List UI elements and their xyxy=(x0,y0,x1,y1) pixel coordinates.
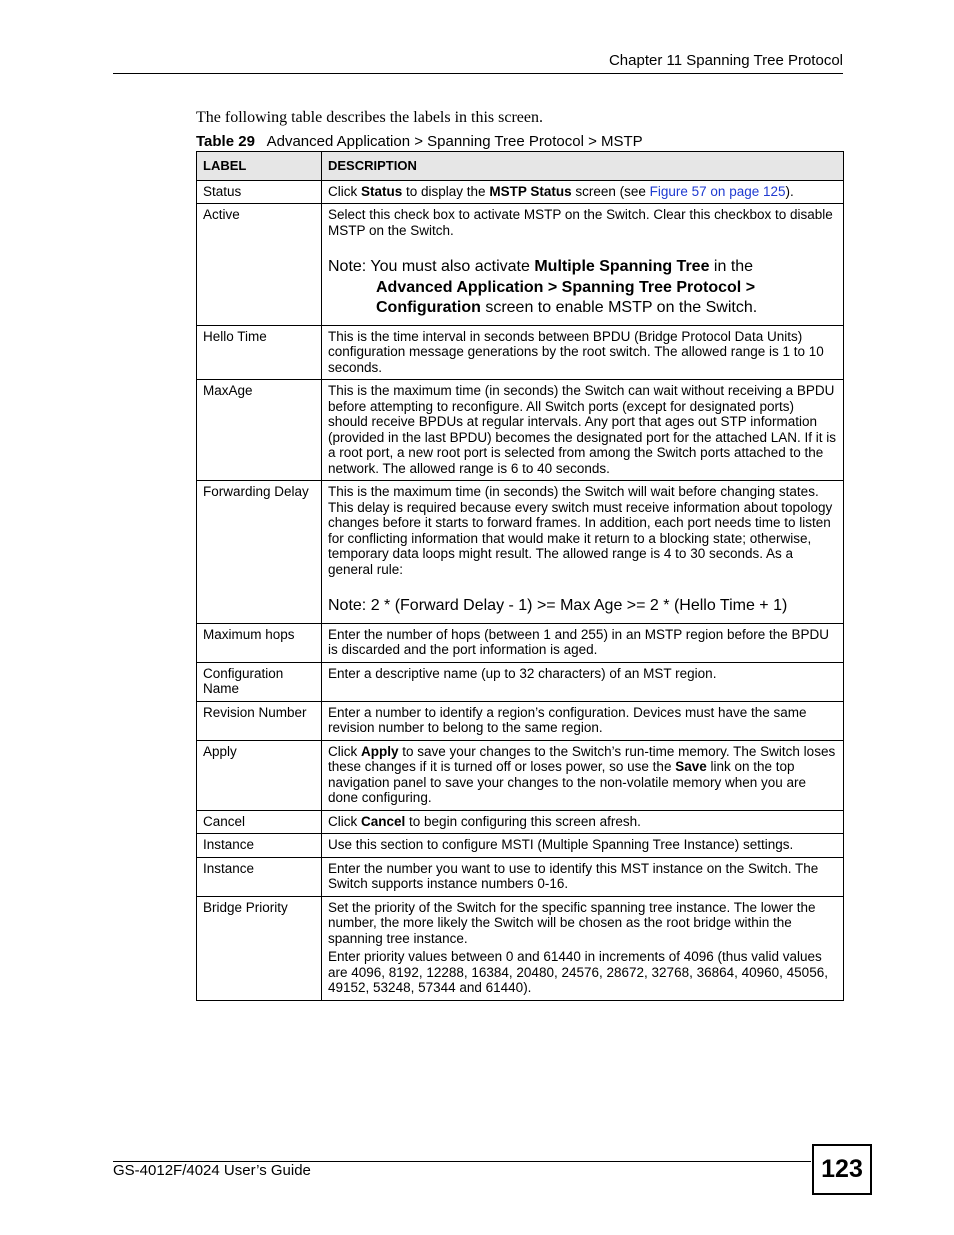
chapter-header: Chapter 11 Spanning Tree Protocol xyxy=(608,52,843,69)
row-description: Click Cancel to begin configuring this screen afresh. xyxy=(322,810,844,834)
label-column-header: LABEL xyxy=(197,152,322,181)
active-description: Select this check box to activate MSTP on the Switch. Clear this checkbox to disable MSTP on the Switch. xyxy=(328,207,833,238)
mstp-status-term: MSTP Status xyxy=(489,183,572,199)
footer-title: GS-4012F/4024 User’s Guide xyxy=(113,1162,311,1179)
row-description: Click Status to display the MSTP Status screen (see Figure 57 on page 125). xyxy=(322,180,844,204)
row-label: Hello Time xyxy=(197,325,322,380)
description-table xyxy=(196,151,844,1001)
table-row-maximum-hops xyxy=(197,623,844,662)
page-number: 123 xyxy=(812,1144,872,1195)
table-caption-text: Advanced Application > Spanning Tree Protocol > MSTP xyxy=(266,133,643,150)
row-label: Instance xyxy=(197,857,322,896)
active-note: Note: You must also activate Multiple Spanning Tree in the Advanced Application > Spanning Tree Protocol > Configuration screen to enable MSTP on the Switch. xyxy=(328,258,758,316)
table-caption xyxy=(196,132,643,151)
table-row-active xyxy=(197,204,844,326)
row-label: Cancel xyxy=(197,810,322,834)
table-row-apply xyxy=(197,740,844,810)
row-label: Bridge Priority xyxy=(197,896,322,1000)
table-row-hello-time xyxy=(197,325,844,380)
row-label: Forwarding Delay xyxy=(197,481,322,624)
row-description: This is the maximum time (in seconds) the Switch can wait without receiving a BPDU before attempting to reconfigure. All Switch ports (except for designated ports) should receive BPDUs at regular intervals. Any port that ages out STP information (provided in the last BPDU) becomes the designated port for the attached LAN. If it is a root port, a new root port is selected from among the Switch ports attached to the network. The allowed range is 6 to 40 seconds. xyxy=(322,380,844,481)
header-rule xyxy=(113,73,843,74)
row-description: Enter the number of hops (between 1 and 255) in an MSTP region before the BPDU is discarded and the port information is aged. xyxy=(322,623,844,662)
row-label: Configuration Name xyxy=(197,662,322,701)
row-label: Active xyxy=(197,204,322,326)
row-description: Enter the number you want to use to identify this MST instance on the Switch. The Switch supports instance numbers 0-16. xyxy=(322,857,844,896)
status-term: Status xyxy=(361,183,403,199)
figure-57-link[interactable]: Figure 57 on page 125 xyxy=(649,183,786,199)
table-caption-label: Table 29 xyxy=(196,133,255,150)
table-row-maxage xyxy=(197,380,844,481)
row-description: This is the time interval in seconds between BPDU (Bridge Protocol Data Units) configuration message generations by the root switch. The allowed range is 1 to 10 seconds. xyxy=(322,325,844,380)
table-row-bridge-priority xyxy=(197,896,844,1000)
table-row-status xyxy=(197,180,844,204)
row-description: Click Apply to save your changes to the Switch’s run-time memory. The Switch loses these changes if it is turned off or loses power, so use the Save link on the top navigation panel to save your changes to the non-volatile memory when you are done configuring. xyxy=(322,740,844,810)
intro-text: The following table describes the labels in this screen. xyxy=(196,109,544,126)
row-description: Use this section to configure MSTI (Multiple Spanning Tree Instance) settings. xyxy=(322,834,844,858)
row-label: MaxAge xyxy=(197,380,322,481)
table-row-instance-section xyxy=(197,834,844,858)
row-label: Revision Number xyxy=(197,701,322,740)
table-row-instance xyxy=(197,857,844,896)
row-description: Enter a number to identify a region’s configuration. Devices must have the same revision number to belong to the same region. xyxy=(322,701,844,740)
row-label: Instance xyxy=(197,834,322,858)
row-label: Apply xyxy=(197,740,322,810)
table-row-forwarding-delay xyxy=(197,481,844,624)
row-description: Enter a descriptive name (up to 32 characters) of an MST region. xyxy=(322,662,844,701)
description-column-header: DESCRIPTION xyxy=(322,152,844,181)
table-row-revision-number xyxy=(197,701,844,740)
forwarding-delay-note: Note: 2 * (Forward Delay - 1) >= Max Age >= 2 * (Hello Time + 1) xyxy=(328,597,788,614)
row-label: Status xyxy=(197,180,322,204)
row-description: Set the priority of the Switch for the specific spanning tree instance. The lower the number, the more likely the Switch will be chosen as the root bridge within the spanning tree instance. Enter priority values between 0 and 61440 in increments of 4096 (thus valid values are 4096, 8192, 12288, 16384, 20480, 24576, 28672, 32768, 36864, 40960, 45056, 49152, 53248, 57344 and 61440). xyxy=(322,896,844,1000)
table-row-configuration-name xyxy=(197,662,844,701)
row-description: This is the maximum time (in seconds) the Switch will wait before changing states. This delay is required because every switch must receive information about topology changes before it starts to forward frames. In addition, each port needs time to listen for conflicting information that would make it return to a blocking state; otherwise, temporary data loops might result. The allowed range is 4 to 30 seconds. As a general rule: Note: 2 * (Forward Delay - 1) >= Max Age >= 2 * (Hello Time + 1) xyxy=(322,481,844,624)
table-header-row xyxy=(197,152,844,181)
row-description xyxy=(322,204,844,326)
table-row-cancel xyxy=(197,810,844,834)
row-label: Maximum hops xyxy=(197,623,322,662)
